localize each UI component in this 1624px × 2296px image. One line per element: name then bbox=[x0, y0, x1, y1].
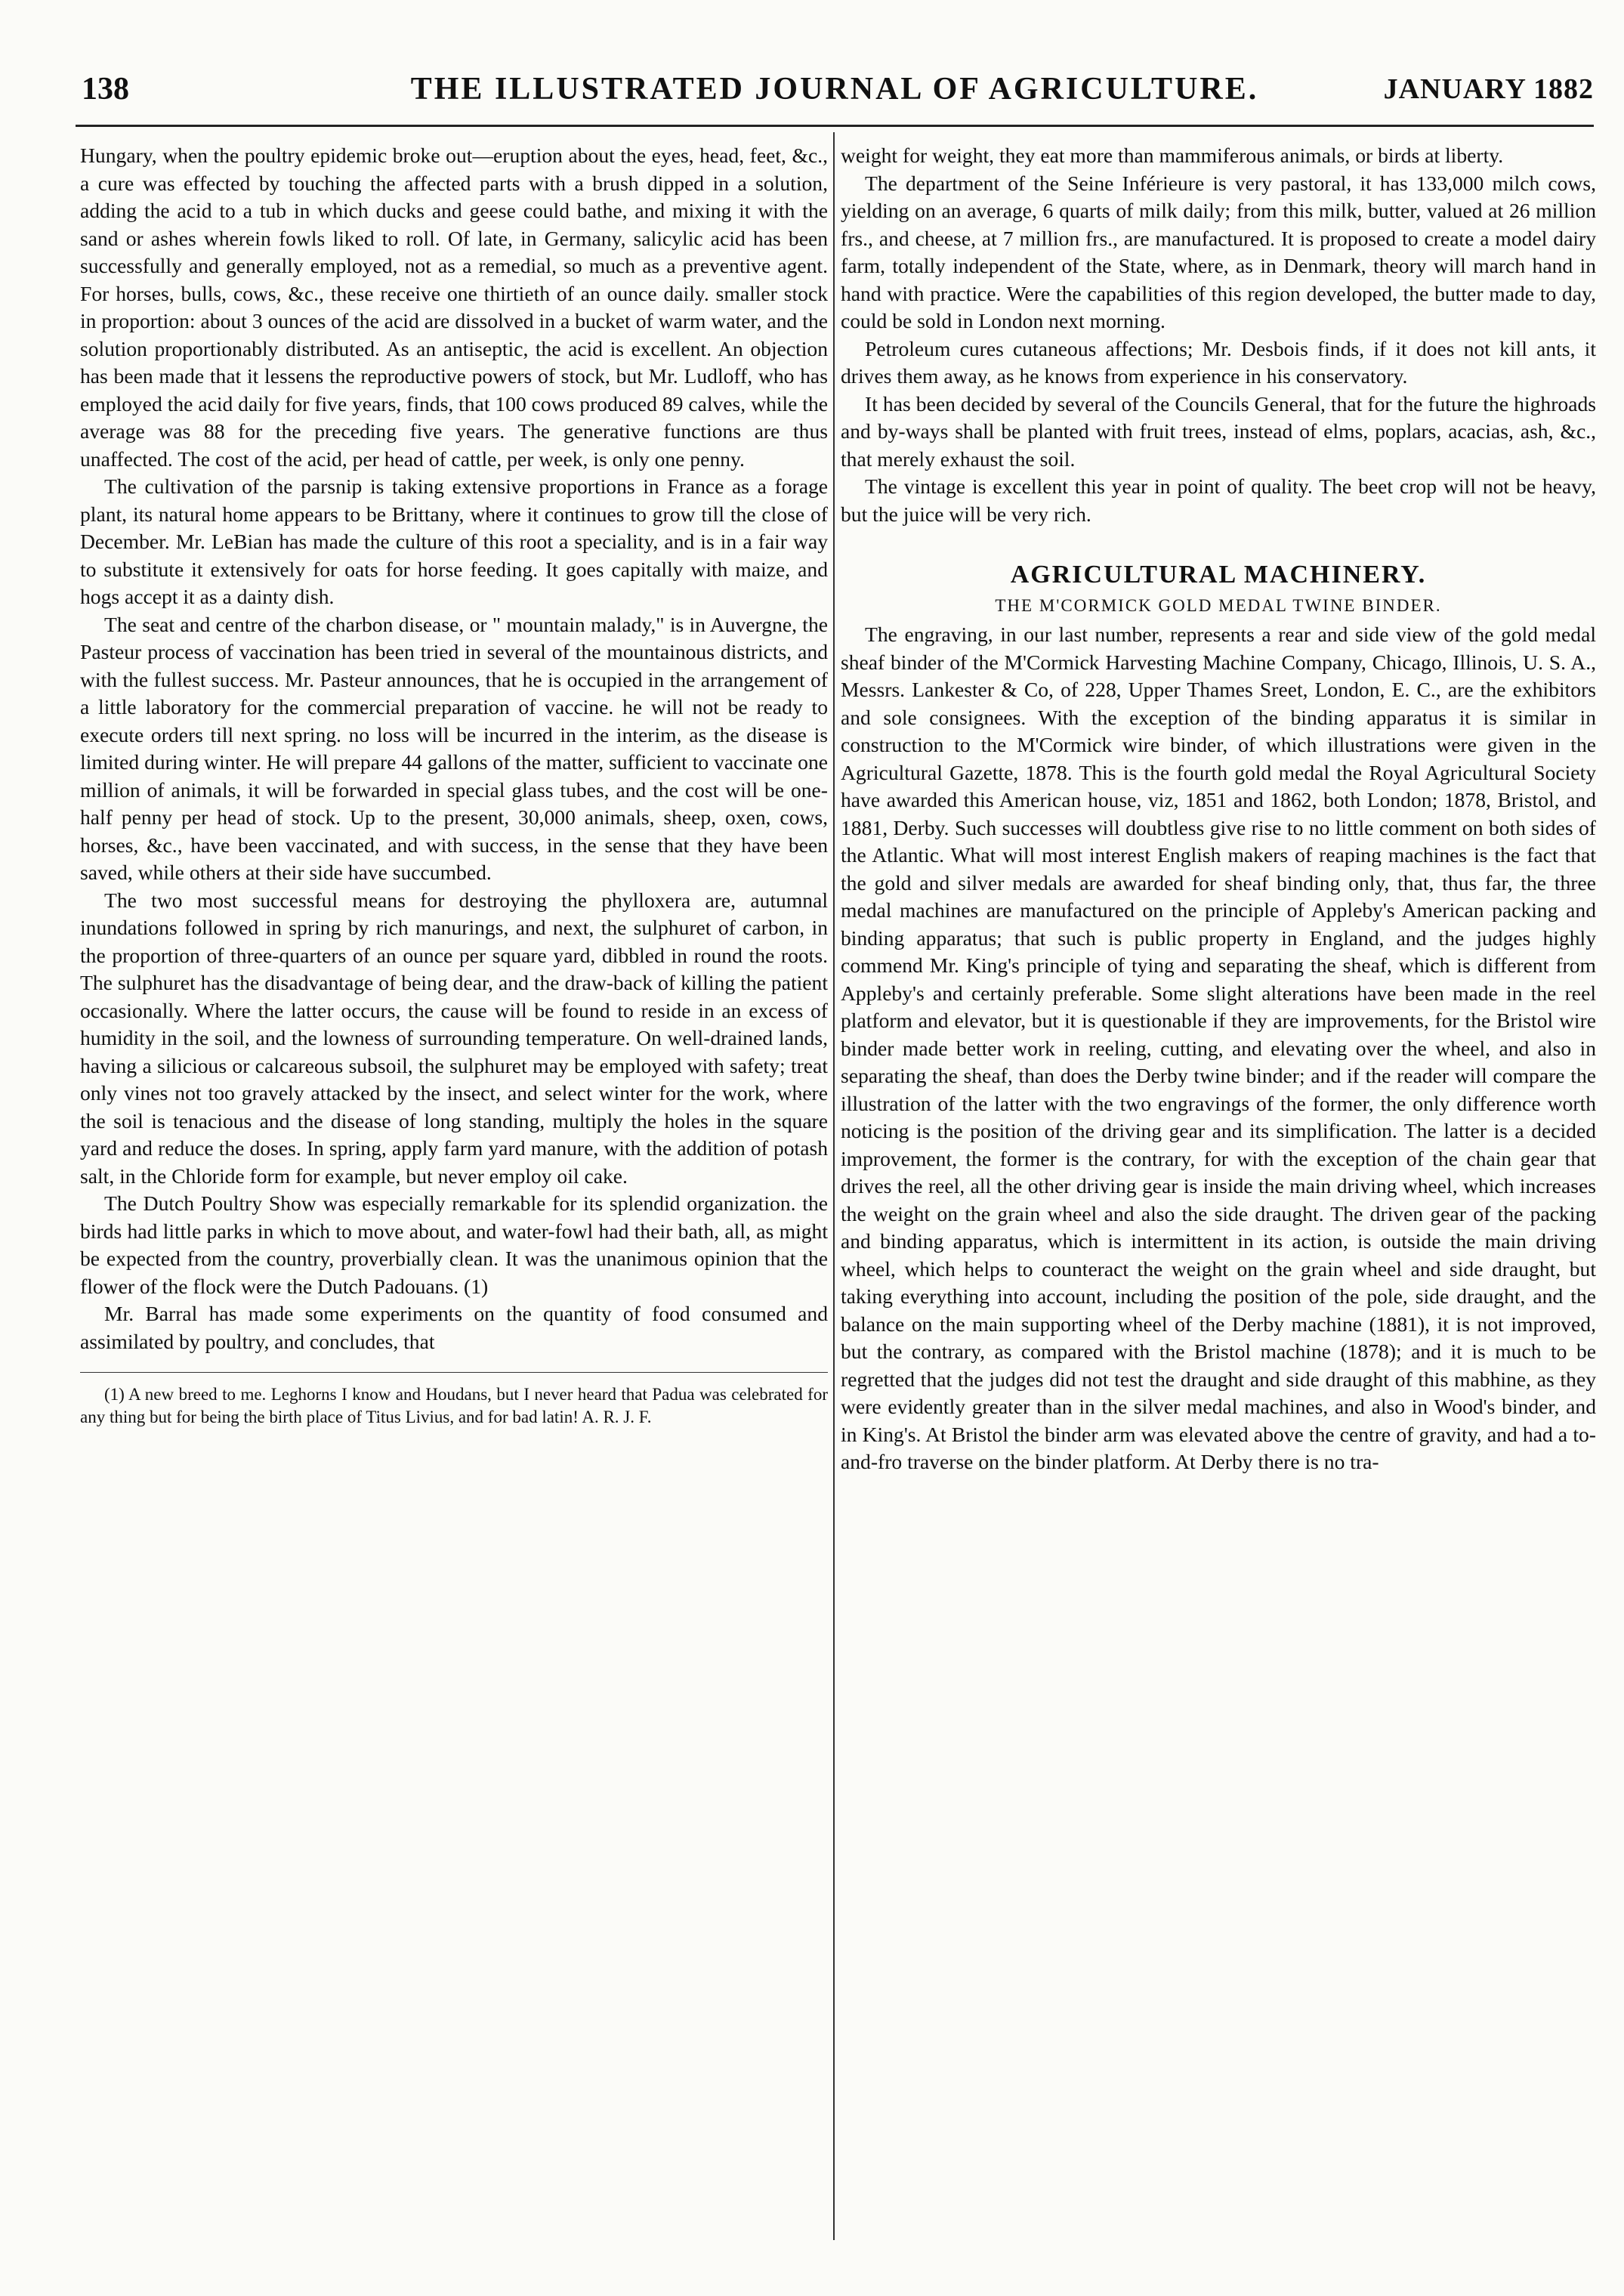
paragraph-petroleum: Petroleum cures cutaneous affections; Mr. Desbois finds, if it does not kill ants, it drives them away, as he knows from experience in his conservatory. bbox=[841, 336, 1596, 388]
left-column bbox=[80, 142, 828, 1429]
paragraph-barral: Mr. Barral has made some experiments on the quantity of food consumed and assimilated by poultry, and concludes, that bbox=[80, 1302, 828, 1353]
footnote: (1) A new breed to me. Leghorns I know and Houdans, but I never heard that Padua was celebrated for any thing but for being the birth place of Titus Livius, and for bad latin! A. R. J. F. bbox=[80, 1385, 828, 1426]
paragraph-poultry-show: The Dutch Poultry Show was especially remarkable for its splendid organization. the birds had little parks in which to move about, and water-fowl had their bath, all, as might be expected from the country, proverbially clean. It was the unanimous opinion that the flower of the flock were the Dutch Padouans. (1) bbox=[80, 1191, 828, 1298]
paragraph-councils-general: It has been decided by several of the Councils General, that for the future the highroads and by-ways shall be planted with fruit trees, instead of elms, poplars, acacias, ash, &c., that merely exhaust the soil. bbox=[841, 391, 1596, 471]
paragraph-mccormick-binder: The engraving, in our last number, represents a rear and side view of the gold medal sheaf binder of the M'Cormick Harvesting Machine Company, Chicago, Illinois, U. S. A., Messrs. Lankester & Co, of 228, Upper Thames Sreet, London, E. C., are the exhibitors and sole consignees. With the exception of the binding apparatus it is similar in construction to the M'Cormick wire binder, of which illustrations were given in the Agricultural Gazette, 1878. This is the fourth gold medal the Royal Agricultural Society have awarded this American house, viz, 1851 and 1862, both London; 1878, Bristol, and 1881, Derby. Such successes will doubtless give rise to no little comment on both sides of the Atlantic. What will most interest English makers of reaping machines is the fact that the gold and silver medals are awarded for sheaf binding only, that, thus far, the three medal machines are manufactured on the principle of Appleby's American packing and binding apparatus; that such is public property in England, and the judges highly commend Mr. King's principle of tying and separating the sheaf, which is different from Appleby's and certainly preferable. Some slight alterations have been made in the reel platform and elevator, but it is questionable if they are improvements, for the Bristol wire binder made better work in reeling, cutting, and elevating over the wheel, and also in separating the sheaf, than does the Derby twine binder; and if the reader will compare the illustration of the latter with the two engravings of the former, the only difference worth noticing is the position of the driving gear and its simplification. The latter is a decided improvement, the former is the contrary, for with the exception of the chain gear that drives the reel, all the other driving gear is inside the main driving wheel, which increases the weight on the grain wheel and also the side draught. The driven gear of the packing and binding apparatus, which is intermittent in its action, is outside the main driving wheel, which helps to counteract the weight on the grain wheel and side draught, but taking everything into account, including the position of the pole, side draught, and the balance on the main supporting wheel of the Derby machine (1881), it is not improved, but the contrary, as compared with the Bristol machine (1878); and it is much to be regretted that the judges did not test the draught and side draught of this mabhine, as they were evidently greater than in the silver medal machines, and also in Wood's binder, and in King's. At Bristol the binder arm was elevated above the centre of gravity, and had a to-and-fro traverse on the binder platform. At Derby there is no tra- bbox=[841, 623, 1596, 1473]
paragraph-parsnip: The cultivation of the parsnip is taking extensive proportions in France as a forage plant, its natural home appears to be Brittany, where it continues to grow till the close of December. Mr. LeBian has made the culture of this root a speciality, and is in a fair way to substitute it extensively for oats for horse feeding. It goes capitally with maize, and hogs accept it as a dainty dish. bbox=[80, 474, 828, 608]
paragraph-poultry-continued: weight for weight, they eat more than mammiferous animals, or birds at liberty. bbox=[841, 144, 1504, 167]
footnote-rule bbox=[80, 1372, 828, 1373]
paragraph-phylloxera: The two most successful means for destroying the phylloxera are, autumnal inundations followed in spring by rich manurings, and next, the sulphuret of carbon, in the proportion of three-quarters of an ounce per square yard, dibbled in round the roots. The sulphuret has the disadvantage of being dear, and the draw-back of killing the patient occasionally. Where the latter occurs, the cause will be found to reside in an excess of humidity in the soil, and the lowness of surrounding temperature. On well-drained lands, having a silicious or calcareous subsoil, the sulphuret may be employed with safety; treat only vines not too gravely attacked by the insect, and select winter for the work, where the soil is tenacious and the disease of long standing, multiply the holes in the square yard and reduce the doses. In spring, apply farm yard manure, with the addition of potash salt, in the Chloride form for example, but never employ oil cake. bbox=[80, 888, 828, 1188]
paragraph-seine-inferieure: The department of the Seine Inférieure is very pastoral, it has 133,000 milch cows, yielding on an average, 6 quarts of milk daily; from this milk, butter, valued at 26 million frs., and cheese, at 7 million frs., are manufactured. It is proposed to create a model dairy farm, totally independent of the State, where, as in Denmark, theory will march hand in hand with practice. Were the capabilities of this region developed, the butter made to day, could be sold in London next morning. bbox=[841, 171, 1596, 332]
page-number: 138 bbox=[82, 72, 129, 107]
section-subtitle: THE M'CORMICK GOLD MEDAL TWINE BINDER. bbox=[995, 595, 1442, 615]
right-column bbox=[841, 142, 1596, 1476]
paragraph-vintage: The vintage is excellent this year in point of quality. The beet crop will not be heavy, but the juice will be very rich. bbox=[841, 474, 1596, 526]
column-divider bbox=[833, 132, 835, 2240]
header-rule bbox=[76, 125, 1594, 127]
issue-date: JANUARY 1882 bbox=[1383, 73, 1594, 105]
paragraph-charbon: The seat and centre of the charbon disease, or " mountain malady," is in Auvergne, the Pasteur process of vaccination has been tried in several of the mountainous districts, and with the fullest success. Mr. Pasteur announces, that he is occupied in the arrangement of a little laboratory for the commercial preparation of vaccine. he will not be ready to execute orders till next spring. no loss will be incurred in the interim, as the disease is limited during winter. He will prepare 44 gallons of the matter, sufficient to vaccinate one million of animals, it will be forwarded in special glass tubes, and the cost will be one-half penny per head of stock. Up to the present, 30,000 animals, sheep, oxen, cows, horses, &c., have been vaccinated, and with success, in the sense that they have been saved, while others at their side have succumbed. bbox=[80, 612, 828, 884]
paragraph-salicylic-acid: Hungary, when the poultry epidemic broke out—eruption about the eyes, head, feet, &c., a cure was effected by touching the affected parts with a brush dipped in a solution, adding the acid to a tub in which ducks and geese could bathe, and mixing it with the sand or ashes wherein fowls liked to roll. Of late, in Germany, salicylic acid has been successfully and generally employed, not as a remedial, so much as a preventive agent. For horses, bulls, cows, &c., these receive one thirtieth of an ounce daily. smaller stock in proportion: about 3 ounces of the acid are dissolved in a bucket of warm water, and the solution proportionably distributed. As an antiseptic, the acid is excellent. An objection has been made that it lessens the reproductive powers of stock, but Mr. Ludloff, who has employed the acid daily for five years, finds, that 100 cows produced 89 calves, while the average was 88 for the preceding five years. The generative functions are thus unaffected. The cost of the acid, per head of cattle, per week, is only one penny. bbox=[80, 144, 829, 471]
page-header bbox=[76, 66, 1594, 113]
section-title: AGRICULTURAL MACHINERY. bbox=[1010, 561, 1427, 589]
journal-title: THE ILLUSTRATED JOURNAL OF AGRICULTURE. bbox=[410, 72, 1259, 107]
